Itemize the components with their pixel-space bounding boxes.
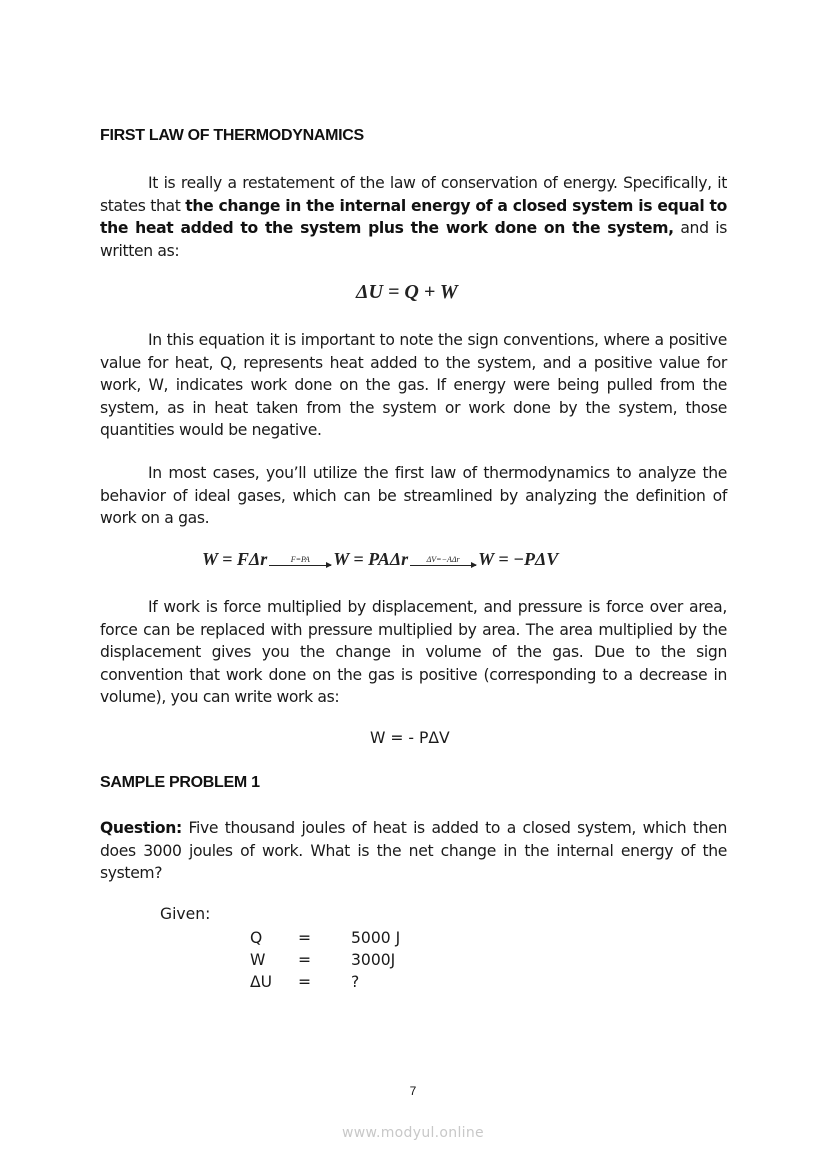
given-label: Given: [160,905,211,923]
given-value: 3000J [351,951,396,969]
intro-bold-definition: the change in the internal energy of a closed system is equal to the heat added to the system plus the work done on the system, [100,196,727,237]
given-equals: = [298,929,312,947]
intro-text-end: and is written as: [100,219,727,260]
section-heading-first-law: FIRST LAW OF THERMODYNAMICS [100,127,364,144]
given-equals: = [298,973,312,991]
given-equals: = [298,951,312,969]
paragraph-sign-conventions: In this equation it is important to note the sign conventions, where a positive value for heat, Q, represents heat added to the system, and a positive value for work, W, indicates work done on the gas. If energy were being pulled from the system, as in heat taken from the system or work done by the system, those quantities would be negative. [100,331,727,439]
page-number: 7 [409,1084,417,1098]
question-text: Five thousand joules of heat is added to a closed system, which then does 3000 joules of work. What is the net change in the internal energy of the system? [100,819,727,882]
watermark-link: www.modyul.online [342,1125,484,1141]
section-heading-sample-problem: SAMPLE PROBLEM 1 [100,774,260,791]
arrow-label-f-pa: F=PA [290,555,310,564]
equation-work-simple: W = - PΔV [370,729,450,747]
equation-first-law: ΔU = Q + W [356,281,458,303]
equation-work-part2: W = PAΔr [333,549,409,569]
given-row [250,973,550,995]
intro-text: It is really a restatement of the law of conservation of energy. Specifically, it states that [100,174,727,215]
right-arrow-icon [269,555,331,566]
given-value: ? [351,973,360,991]
paragraph-ideal-gases: In most cases, you’ll utilize the first law of thermodynamics to analyze the behavior of ideal gases, which can be streamlined by analyzing the definition of work on a gas. [100,464,727,527]
given-value: 5000 J [351,929,401,947]
question-label: Question: [100,819,182,837]
given-row [250,951,550,973]
equation-work-part3: W = −PΔV [478,549,559,569]
paragraph-intro [100,172,727,262]
given-variable: Q [250,929,263,947]
equation-work-part1: W = FΔr [202,549,268,569]
arrow-label-dv: ΔV=−AΔr [426,555,460,564]
given-variable: ΔU [250,973,273,991]
paragraph-work-derivation: If work is force multiplied by displacement, and pressure is force over area, force can be replaced with pressure multiplied by area. The area multiplied by the displacement gives you the change in volume of the gas. Due to the sign convention that work done on the gas is positive (corresponding to a decrease in volume), you can write work as: [100,598,727,706]
right-arrow-icon [410,555,476,566]
given-row [250,929,550,951]
paragraph-question [100,817,727,885]
given-variable: W [250,951,266,969]
equation-work-derivation [202,549,558,570]
